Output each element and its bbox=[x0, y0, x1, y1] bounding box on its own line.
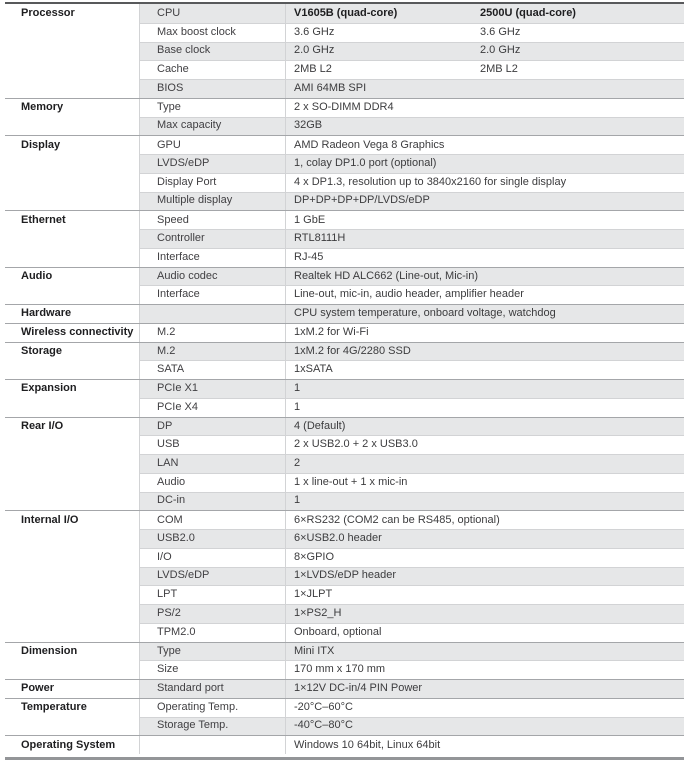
value-primary: Windows 10 64bit, Linux 64bit bbox=[294, 738, 441, 751]
spec-name-cell: Audio codec bbox=[139, 268, 285, 286]
value-cell bbox=[285, 360, 684, 379]
spec-name-cell: I/O bbox=[139, 548, 285, 567]
value-cell bbox=[285, 154, 684, 173]
category-cell: Dimension bbox=[5, 643, 139, 661]
value-primary: 1×12V DC-in/4 PIN Power bbox=[294, 682, 423, 695]
value-secondary: 3.6 GHz bbox=[480, 25, 521, 38]
table-row bbox=[5, 623, 684, 642]
table-row bbox=[5, 267, 684, 286]
category-cell bbox=[5, 154, 139, 173]
table-row bbox=[5, 698, 684, 717]
table-row bbox=[5, 417, 684, 436]
category-cell bbox=[5, 567, 139, 586]
value-primary: AMI 64MB SPI bbox=[294, 81, 367, 94]
value-primary: 4 (Default) bbox=[294, 419, 346, 432]
spec-name-cell: Max boost clock bbox=[139, 23, 285, 42]
spec-name-cell: Interface bbox=[139, 285, 285, 304]
spec-name-cell: COM bbox=[139, 511, 285, 529]
table-row bbox=[5, 717, 684, 736]
spec-name-cell: TPM2.0 bbox=[139, 623, 285, 642]
spec-name-cell: BIOS bbox=[139, 79, 285, 98]
value-secondary: 2.0 GHz bbox=[480, 44, 521, 57]
value-cell bbox=[285, 268, 684, 286]
value-primary: -40°C–80°C bbox=[294, 719, 353, 732]
spec-name-cell: Type bbox=[139, 643, 285, 661]
spec-name-cell bbox=[139, 305, 285, 323]
category-cell: Rear I/O bbox=[5, 418, 139, 436]
value-primary: 1xM.2 for 4G/2280 SSD bbox=[294, 344, 411, 357]
value-cell bbox=[285, 42, 684, 61]
spec-name-cell: LPT bbox=[139, 585, 285, 604]
table-row bbox=[5, 4, 684, 23]
table-row bbox=[5, 660, 684, 679]
spec-name-cell: USB2.0 bbox=[139, 529, 285, 548]
table-row bbox=[5, 60, 684, 79]
value-primary: Mini ITX bbox=[294, 644, 335, 657]
value-primary: 6×RS232 (COM2 can be RS485, optional) bbox=[294, 513, 500, 526]
value-primary: 2MB L2 bbox=[294, 63, 332, 76]
category-cell: Operating System bbox=[5, 736, 139, 754]
value-primary: Realtek HD ALC662 (Line-out, Mic-in) bbox=[294, 269, 479, 282]
value-primary: 32GB bbox=[294, 119, 323, 132]
category-cell bbox=[5, 398, 139, 417]
table-row bbox=[5, 154, 684, 173]
spec-name-cell: Storage Temp. bbox=[139, 717, 285, 736]
value-cell bbox=[285, 117, 684, 136]
table-row bbox=[5, 285, 684, 304]
category-cell bbox=[5, 23, 139, 42]
spec-name-cell: Multiple display bbox=[139, 192, 285, 211]
value-cell bbox=[285, 23, 684, 42]
table-row bbox=[5, 642, 684, 661]
value-cell bbox=[285, 324, 684, 342]
category-cell bbox=[5, 360, 139, 379]
spec-name-cell: DC-in bbox=[139, 492, 285, 511]
category-cell bbox=[5, 585, 139, 604]
value-cell bbox=[285, 454, 684, 473]
spec-table-rows bbox=[5, 4, 684, 754]
value-cell bbox=[285, 511, 684, 529]
value-cell bbox=[285, 211, 684, 229]
value-primary: 1×JLPT bbox=[294, 588, 333, 601]
value-primary: CPU system temperature, onboard voltage, watchdog bbox=[294, 307, 556, 320]
value-primary: 1 bbox=[294, 400, 301, 413]
value-cell bbox=[285, 548, 684, 567]
value-cell bbox=[285, 680, 684, 698]
value-primary: 1xM.2 for Wi-Fi bbox=[294, 326, 369, 339]
table-row bbox=[5, 248, 684, 267]
category-cell bbox=[5, 173, 139, 192]
spec-name-cell bbox=[139, 736, 285, 754]
category-cell: Wireless connectivity bbox=[5, 324, 139, 342]
value-cell bbox=[285, 699, 684, 717]
spec-name-cell: M.2 bbox=[139, 343, 285, 361]
value-primary: 3.6 GHz bbox=[294, 25, 335, 38]
value-cell bbox=[285, 604, 684, 623]
value-cell bbox=[285, 623, 684, 642]
category-cell bbox=[5, 717, 139, 736]
table-row bbox=[5, 585, 684, 604]
table-row bbox=[5, 360, 684, 379]
value-cell bbox=[285, 380, 684, 398]
value-primary: 2.0 GHz bbox=[294, 44, 335, 57]
spec-name-cell: Cache bbox=[139, 60, 285, 79]
spec-name-cell: GPU bbox=[139, 136, 285, 154]
value-cell bbox=[285, 529, 684, 548]
category-cell bbox=[5, 454, 139, 473]
spec-name-cell: Max capacity bbox=[139, 117, 285, 136]
category-cell bbox=[5, 548, 139, 567]
category-cell bbox=[5, 117, 139, 136]
table-row bbox=[5, 379, 684, 398]
value-primary: RJ-45 bbox=[294, 250, 324, 263]
value-cell bbox=[285, 585, 684, 604]
spec-name-cell: Display Port bbox=[139, 173, 285, 192]
spec-name-cell: Audio bbox=[139, 473, 285, 492]
category-cell: Storage bbox=[5, 343, 139, 361]
value-cell bbox=[285, 60, 684, 79]
table-row bbox=[5, 23, 684, 42]
category-cell bbox=[5, 604, 139, 623]
value-primary: 170 mm x 170 mm bbox=[294, 663, 386, 676]
category-cell: Power bbox=[5, 680, 139, 698]
table-row bbox=[5, 304, 684, 323]
category-cell bbox=[5, 623, 139, 642]
spec-table bbox=[5, 2, 684, 760]
value-cell bbox=[285, 567, 684, 586]
category-cell: Expansion bbox=[5, 380, 139, 398]
category-cell bbox=[5, 285, 139, 304]
category-cell bbox=[5, 473, 139, 492]
category-cell: Processor bbox=[5, 4, 139, 23]
table-row bbox=[5, 79, 684, 98]
value-primary: -20°C–60°C bbox=[294, 701, 353, 714]
spec-name-cell: Standard port bbox=[139, 680, 285, 698]
category-cell: Display bbox=[5, 136, 139, 154]
category-cell: Memory bbox=[5, 99, 139, 117]
category-cell bbox=[5, 42, 139, 61]
value-primary: 2 x USB2.0 + 2 x USB3.0 bbox=[294, 438, 418, 451]
category-cell bbox=[5, 79, 139, 98]
value-primary: Onboard, optional bbox=[294, 625, 382, 638]
value-cell bbox=[285, 229, 684, 248]
value-cell bbox=[285, 435, 684, 454]
table-row bbox=[5, 492, 684, 511]
category-cell bbox=[5, 248, 139, 267]
value-secondary: 2MB L2 bbox=[480, 63, 518, 76]
category-cell: Audio bbox=[5, 268, 139, 286]
value-cell bbox=[285, 136, 684, 154]
spec-name-cell: DP bbox=[139, 418, 285, 436]
table-row bbox=[5, 192, 684, 211]
table-row bbox=[5, 342, 684, 361]
value-cell bbox=[285, 473, 684, 492]
value-cell bbox=[285, 99, 684, 117]
value-primary: 1×LVDS/eDP header bbox=[294, 569, 397, 582]
spec-name-cell: CPU bbox=[139, 4, 285, 23]
spec-name-cell: LAN bbox=[139, 454, 285, 473]
category-cell bbox=[5, 529, 139, 548]
value-cell bbox=[285, 736, 684, 754]
value-cell bbox=[285, 4, 684, 23]
table-row bbox=[5, 435, 684, 454]
spec-name-cell: PS/2 bbox=[139, 604, 285, 623]
table-row bbox=[5, 548, 684, 567]
table-row bbox=[5, 510, 684, 529]
spec-name-cell: Interface bbox=[139, 248, 285, 267]
value-cell bbox=[285, 643, 684, 661]
value-primary: 4 x DP1.3, resolution up to 3840x2160 for single display bbox=[294, 175, 567, 188]
table-row bbox=[5, 98, 684, 117]
value-cell bbox=[285, 79, 684, 98]
value-primary: DP+DP+DP+DP/LVDS/eDP bbox=[294, 194, 430, 207]
table-row bbox=[5, 454, 684, 473]
spec-name-cell: LVDS/eDP bbox=[139, 567, 285, 586]
category-cell bbox=[5, 660, 139, 679]
table-row bbox=[5, 473, 684, 492]
value-primary: AMD Radeon Vega 8 Graphics bbox=[294, 138, 445, 151]
value-cell bbox=[285, 660, 684, 679]
category-cell bbox=[5, 492, 139, 511]
value-cell bbox=[285, 173, 684, 192]
spec-name-cell: Speed bbox=[139, 211, 285, 229]
value-cell bbox=[285, 418, 684, 436]
table-row bbox=[5, 229, 684, 248]
value-primary: 1×PS2_H bbox=[294, 606, 342, 619]
category-cell: Internal I/O bbox=[5, 511, 139, 529]
table-row bbox=[5, 173, 684, 192]
value-primary: 2 x SO-DIMM DDR4 bbox=[294, 101, 394, 114]
value-primary: 1 GbE bbox=[294, 213, 326, 226]
table-row bbox=[5, 398, 684, 417]
value-cell bbox=[285, 398, 684, 417]
value-secondary: 2500U (quad-core) bbox=[480, 6, 576, 19]
table-row bbox=[5, 567, 684, 586]
category-cell: Hardware bbox=[5, 305, 139, 323]
value-primary: Line-out, mic-in, audio header, amplifier header bbox=[294, 288, 524, 301]
value-primary: V1605B (quad-core) bbox=[294, 6, 398, 19]
value-primary: 2 bbox=[294, 456, 301, 469]
value-cell bbox=[285, 305, 684, 323]
value-primary: 1 bbox=[294, 382, 301, 395]
value-primary: 8×GPIO bbox=[294, 550, 335, 563]
table-row bbox=[5, 735, 684, 754]
table-row bbox=[5, 135, 684, 154]
category-cell bbox=[5, 192, 139, 211]
table-row bbox=[5, 679, 684, 698]
category-cell bbox=[5, 435, 139, 454]
spec-name-cell: Type bbox=[139, 99, 285, 117]
category-cell: Temperature bbox=[5, 699, 139, 717]
value-cell bbox=[285, 248, 684, 267]
table-row bbox=[5, 323, 684, 342]
value-primary: 1 bbox=[294, 494, 301, 507]
value-primary: RTL8111H bbox=[294, 231, 346, 244]
spec-name-cell: USB bbox=[139, 435, 285, 454]
spec-name-cell: PCIe X4 bbox=[139, 398, 285, 417]
value-cell bbox=[285, 343, 684, 361]
value-cell bbox=[285, 285, 684, 304]
category-cell bbox=[5, 229, 139, 248]
value-cell bbox=[285, 717, 684, 736]
value-primary: 1, colay DP1.0 port (optional) bbox=[294, 156, 437, 169]
table-row bbox=[5, 529, 684, 548]
spec-name-cell: SATA bbox=[139, 360, 285, 379]
table-row bbox=[5, 604, 684, 623]
spec-name-cell: Base clock bbox=[139, 42, 285, 61]
table-row bbox=[5, 42, 684, 61]
value-cell bbox=[285, 492, 684, 511]
spec-name-cell: LVDS/eDP bbox=[139, 154, 285, 173]
value-cell bbox=[285, 192, 684, 211]
spec-name-cell: Controller bbox=[139, 229, 285, 248]
category-cell bbox=[5, 60, 139, 79]
table-row bbox=[5, 117, 684, 136]
spec-name-cell: Operating Temp. bbox=[139, 699, 285, 717]
table-row bbox=[5, 210, 684, 229]
value-primary: 1xSATA bbox=[294, 363, 333, 376]
category-cell: Ethernet bbox=[5, 211, 139, 229]
spec-name-cell: PCIe X1 bbox=[139, 380, 285, 398]
spec-name-cell: M.2 bbox=[139, 324, 285, 342]
value-primary: 1 x line-out + 1 x mic-in bbox=[294, 475, 408, 488]
value-primary: 6×USB2.0 header bbox=[294, 531, 382, 544]
spec-name-cell: Size bbox=[139, 660, 285, 679]
